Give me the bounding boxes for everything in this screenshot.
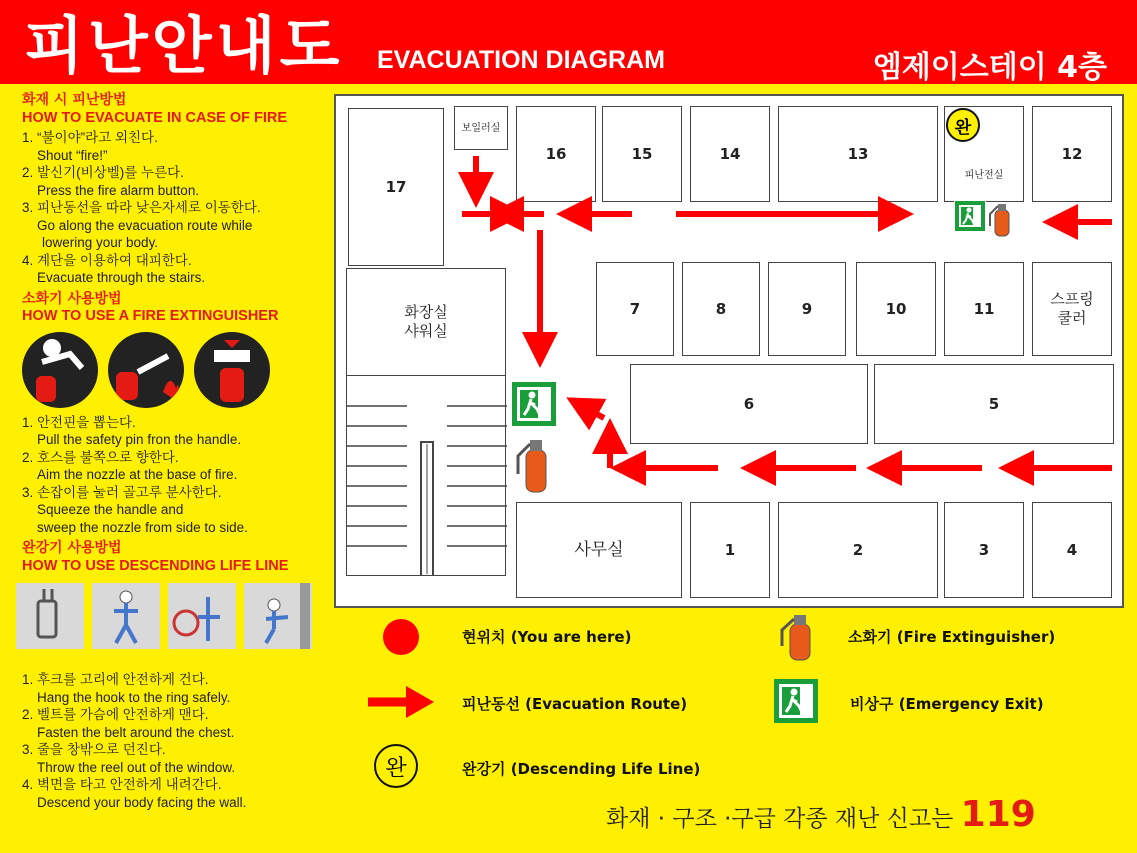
room-2: 2: [778, 502, 938, 598]
list-item: [22, 741, 332, 776]
emergency-exit-icon: [512, 382, 556, 426]
step-en: sweep the nozzle from side to side.: [37, 519, 248, 535]
header-bar: [0, 0, 1137, 84]
step-en: Throw the reel out of the window.: [37, 759, 236, 775]
step-en: Fasten the belt around the chest.: [37, 724, 235, 740]
you-are-here-icon: [381, 617, 425, 661]
room-boiler: 보일러실: [454, 106, 508, 150]
step-en: Squeeze the handle and: [37, 502, 184, 517]
extinguisher-title-en: HOW TO USE A FIRE EXTINGUISHER: [22, 308, 279, 324]
lifeline-illustrations: [16, 583, 332, 649]
room-12: 12: [1032, 106, 1112, 202]
room-8: 8: [682, 262, 760, 356]
step-en: Press the fire alarm button.: [37, 182, 200, 198]
hook-illustration: [16, 583, 84, 649]
room-15: 15: [602, 106, 682, 202]
list-item: [22, 252, 332, 287]
legend-fire-extinguisher: 소화기 (Fire Extinguisher): [848, 628, 1056, 646]
floor-plan: [334, 94, 1124, 608]
squeeze-handle-illustration: [194, 332, 270, 408]
wan-label: 완: [954, 117, 972, 138]
step-en: Hang the hook to the ring safely.: [37, 689, 231, 705]
emergency-number: 119: [960, 794, 1036, 835]
wan-label: 완: [385, 755, 407, 781]
room-13: 13: [778, 106, 938, 202]
step-en: Evacuate through the stairs.: [37, 270, 206, 285]
step-ko: 3. 줄을 창밖으로 던진다.: [22, 742, 166, 757]
room-6: 6: [630, 364, 868, 444]
step-en: Pull the safety pin fron the handle.: [37, 432, 242, 447]
step-en: Aim the nozzle at the base of fire.: [37, 467, 238, 482]
room-office: 사무실: [516, 502, 682, 598]
step-ko: 1. “불이야”라고 외친다.: [22, 130, 158, 145]
legend-you-are-here: 현위치 (You are here): [462, 628, 632, 646]
fire-extinguisher-icon: [988, 200, 1014, 238]
step-ko: 1. 안전핀을 뽑는다.: [22, 414, 136, 430]
fire-evac-title-ko: 화재 시 피난방법: [22, 92, 127, 108]
extinguisher-steps: [22, 414, 332, 537]
evacuation-arrows: [336, 96, 1122, 606]
room-17: 17: [348, 108, 444, 266]
page-title: 피난안내도: [24, 9, 344, 82]
fire-evac-steps: [22, 129, 332, 287]
emergency-call-footer: [606, 794, 1036, 835]
fire-extinguisher-icon: [776, 612, 816, 662]
room-sprinkler: 스프링 쿨러: [1032, 262, 1112, 356]
step-ko: 3. 손잡이를 눌러 골고루 분사한다.: [22, 484, 222, 500]
emergency-exit-icon: [954, 200, 986, 232]
throw-reel-illustration: [168, 583, 236, 649]
room-1: 1: [690, 502, 770, 598]
emergency-exit-icon: [774, 679, 818, 723]
lifeline-title-ko: 완강기 사용방법: [22, 540, 122, 556]
list-item: [22, 129, 332, 164]
room-4: 4: [1032, 502, 1112, 598]
room-9: 9: [768, 262, 846, 356]
room-5: 5: [874, 364, 1114, 444]
step-ko: 4. 벽면을 타고 안전하게 내려간다.: [22, 777, 222, 792]
lifeline-steps: [22, 671, 332, 811]
list-item: [22, 414, 332, 449]
step-en: Shout “fire!”: [37, 147, 108, 163]
room-16: 16: [516, 106, 596, 202]
step-ko: 4. 계단을 이용하여 대피한다.: [22, 252, 192, 268]
list-item: [22, 164, 332, 199]
room-shelter: 피난전실: [944, 106, 1024, 202]
footer-text: 화재 · 구조 ·구급 각종 재난 신고는: [606, 806, 961, 832]
descending-life-line-icon: [374, 744, 418, 788]
belt-illustration: [92, 583, 160, 649]
list-item: [22, 199, 332, 252]
fire-evac-title-en: HOW TO EVACUATE IN CASE OF FIRE: [22, 109, 288, 126]
step-ko: 2. 발신기(비상벨)를 누른다.: [22, 165, 184, 180]
list-item: [22, 484, 332, 537]
descending-life-line-marker: [946, 108, 980, 142]
extinguisher-illustrations: [22, 332, 332, 408]
room-10: 10: [856, 262, 936, 356]
page-subtitle: EVACUATION DIAGRAM: [377, 46, 665, 74]
evacuation-route-icon: [366, 682, 436, 722]
lifeline-title-en: HOW TO USE DESCENDING LIFE LINE: [22, 557, 289, 574]
step-en: lowering your body.: [42, 235, 159, 250]
pull-pin-illustration: [22, 332, 98, 408]
step-ko: 1. 후크를 고리에 안전하게 건다.: [22, 672, 209, 687]
legend-descending-life-line: 완강기 (Descending Life Line): [462, 760, 701, 778]
list-item: [22, 449, 332, 484]
room-14: 14: [690, 106, 770, 202]
step-ko: 2. 벨트를 가슴에 안전하게 맨다.: [22, 707, 209, 722]
legend-emergency-exit: 비상구 (Emergency Exit): [850, 695, 1044, 713]
aim-nozzle-illustration: [108, 332, 184, 408]
list-item: [22, 776, 332, 811]
step-ko: 2. 호스를 불쪽으로 향한다.: [22, 449, 179, 465]
room-restroom: 화장실 샤워실: [346, 268, 506, 376]
list-item: [22, 706, 332, 741]
room-7: 7: [596, 262, 674, 356]
step-en: Descend your body facing the wall.: [37, 794, 247, 810]
list-item: [22, 671, 332, 706]
step-ko: 3. 피난동선을 따라 낮은자세로 이동한다.: [22, 200, 261, 215]
descend-illustration: [244, 583, 312, 649]
fire-extinguisher-icon: [514, 434, 552, 494]
room-11: 11: [944, 262, 1024, 356]
step-en: Go along the evacuation route while: [37, 217, 253, 233]
legend-evacuation-route: 피난동선 (Evacuation Route): [462, 695, 688, 713]
room-3: 3: [944, 502, 1024, 598]
floor-label: 엠제이스테이 4층: [872, 50, 1107, 85]
extinguisher-title-ko: 소화기 사용방법: [22, 290, 122, 307]
instructions-panel: [22, 92, 332, 811]
